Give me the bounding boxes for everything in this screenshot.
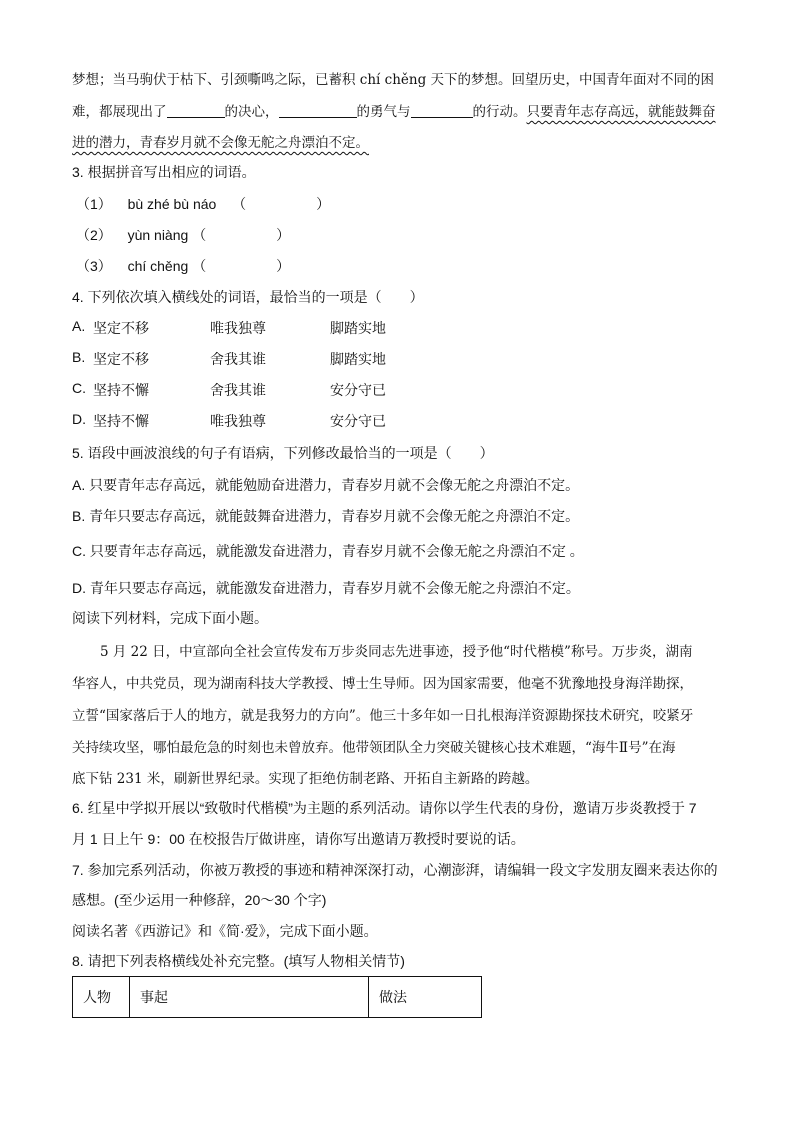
question-4-stem: 4. 下列依次填入横线处的词语，最恰当的一项是（ ） [72,289,424,305]
q4-option-c-word-3: 安分守已 [330,382,386,398]
pinyin: yùn niàng [127,227,189,243]
wavy-underlined-sentence: 只要青年志存高远，就能鼓舞奋 [526,104,716,120]
q4-option-d-letter: D. [72,411,86,427]
item-number: （1） [76,196,112,212]
passage-text: 难，都展现出了 [72,104,167,120]
reading-instruction-2: 阅读名著《西游记》和《简·爱》，完成下面小题。 [72,923,378,939]
table-row [73,977,482,1018]
q3-item-1 [76,194,330,214]
answer-parentheses: （ ） [232,196,331,212]
fill-blank-1 [167,103,225,118]
q4-option-b-letter: B. [72,349,86,365]
fill-blank-2 [279,103,357,118]
q4-option-a-word-2: 唯我独尊 [210,320,266,336]
q4-option-b-word-2: 舍我其谁 [210,351,266,367]
q5-option-d: D. 青年只要志存高远，就能激发奋进潜力，青春岁月就不会像无舵之舟漂泊不定。 [72,580,580,596]
material-line-1: 5 月 22 日，中宣部向全社会宣传发布万步炎同志先进事迹，授予他“时代楷模”称号。万步炎，湖南 [100,644,693,660]
pinyin: bù zhé bù náo [127,196,217,212]
passage-text: 的决心， [224,104,279,120]
table-header-cell: 人物 [73,977,130,1018]
q8-table [72,976,482,1018]
question-3-stem: 3. 根据拼音写出相应的词语。 [72,164,256,180]
q4-option-c-letter: C. [72,380,86,396]
question-7-line-2: 感想。(至少运用一种修辞，20～30 个字) [72,892,327,908]
material-line-4: 关持续攻坚，哪怕最危急的时刻也未曾放弃。他带领团队全力突破关键核心技术难题，“海牛Ⅱ号”在海 [72,740,676,756]
material-line-3: 立誓“国家落后于人的地方，就是我努力的方向”。他三十多年如一日扎根海洋资源勘探技术研究，咬紧牙 [72,708,694,724]
table-header-cell: 做法 [369,977,482,1018]
fill-blank-3 [411,103,473,118]
passage-line-2 [72,100,716,120]
q4-option-c-word-1: 坚持不懈 [93,382,149,398]
reading-instruction: 阅读下列材料，完成下面小题。 [72,610,268,626]
question-7-line-1: 7. 参加完系列活动，你被万教授的事迹和精神深深打动，心潮澎湃，请编辑一段文字发朋友圈来表达你的 [72,862,718,878]
wavy-underlined-sentence: 进的潜力，青春岁月就不会像无舵之舟漂泊不定。 [72,135,369,151]
passage-line-3 [72,131,369,151]
question-6-line-1: 6. 红星中学拟开展以“致敬时代楷模”为主题的系列活动。请你以学生代表的身份，邀请万步炎教授于 7 [72,800,697,816]
q4-option-d-word-1: 坚持不懈 [93,413,149,429]
passage-text: 的勇气与 [356,104,411,120]
q4-option-c-word-2: 舍我其谁 [210,382,266,398]
material-line-2: 华容人，中共党员，现为湖南科技大学教授、博士生导师。因为国家需要，他毫不犹豫地投身海洋勘探， [72,676,693,692]
answer-parentheses: （ ） [192,258,291,274]
q4-option-a-letter: A. [72,318,86,334]
q5-option-a: A. 只要青年志存高远，就能勉励奋进潜力，青春岁月就不会像无舵之舟漂泊不定。 [72,477,580,493]
item-number: （2） [76,227,112,243]
q4-option-d-word-3: 安分守已 [330,413,386,429]
question-8-stem: 8. 请把下列表格横线处补充完整。(填写人物相关情节) [72,953,405,969]
q4-option-b-word-1: 坚定不移 [93,351,149,367]
question-6-line-2: 月 1 日上午 9：00 在校报告厅做讲座，请你写出邀请万教授时要说的话。 [72,831,525,847]
answer-parentheses: （ ） [192,227,291,243]
q5-option-c: C. 只要青年志存高远，就能激发奋进潜力，青春岁月就不会像无舵之舟漂泊不定 。 [72,543,584,559]
passage-text: 的行动。 [472,104,527,120]
pinyin: chí chěng [127,258,189,274]
q4-option-a-word-1: 坚定不移 [93,320,149,336]
passage-line-1: 梦想；当马驹伏于枯下、引颈嘶鸣之际，已蓄积 chí chěng 天下的梦想。回望历史，中国青年面对不同的困 [72,72,715,88]
q3-item-3 [76,256,290,276]
q4-option-a-word-3: 脚踏实地 [330,320,386,336]
table-header-cell: 事起 [130,977,369,1018]
q4-option-d-word-2: 唯我独尊 [210,413,266,429]
item-number: （3） [76,258,112,274]
q3-item-2 [76,225,290,245]
q4-option-b-word-3: 脚踏实地 [330,351,386,367]
question-5-stem: 5. 语段中画波浪线的句子有语病，下列修改最恰当的一项是（ ） [72,445,494,461]
q5-option-b: B. 青年只要志存高远，就能鼓舞奋进潜力，青春岁月就不会像无舵之舟漂泊不定。 [72,508,580,524]
material-line-5: 底下钻 231 米，刷新世界纪录。实现了拒绝仿制老路、开拓自主新路的跨越。 [72,771,539,787]
